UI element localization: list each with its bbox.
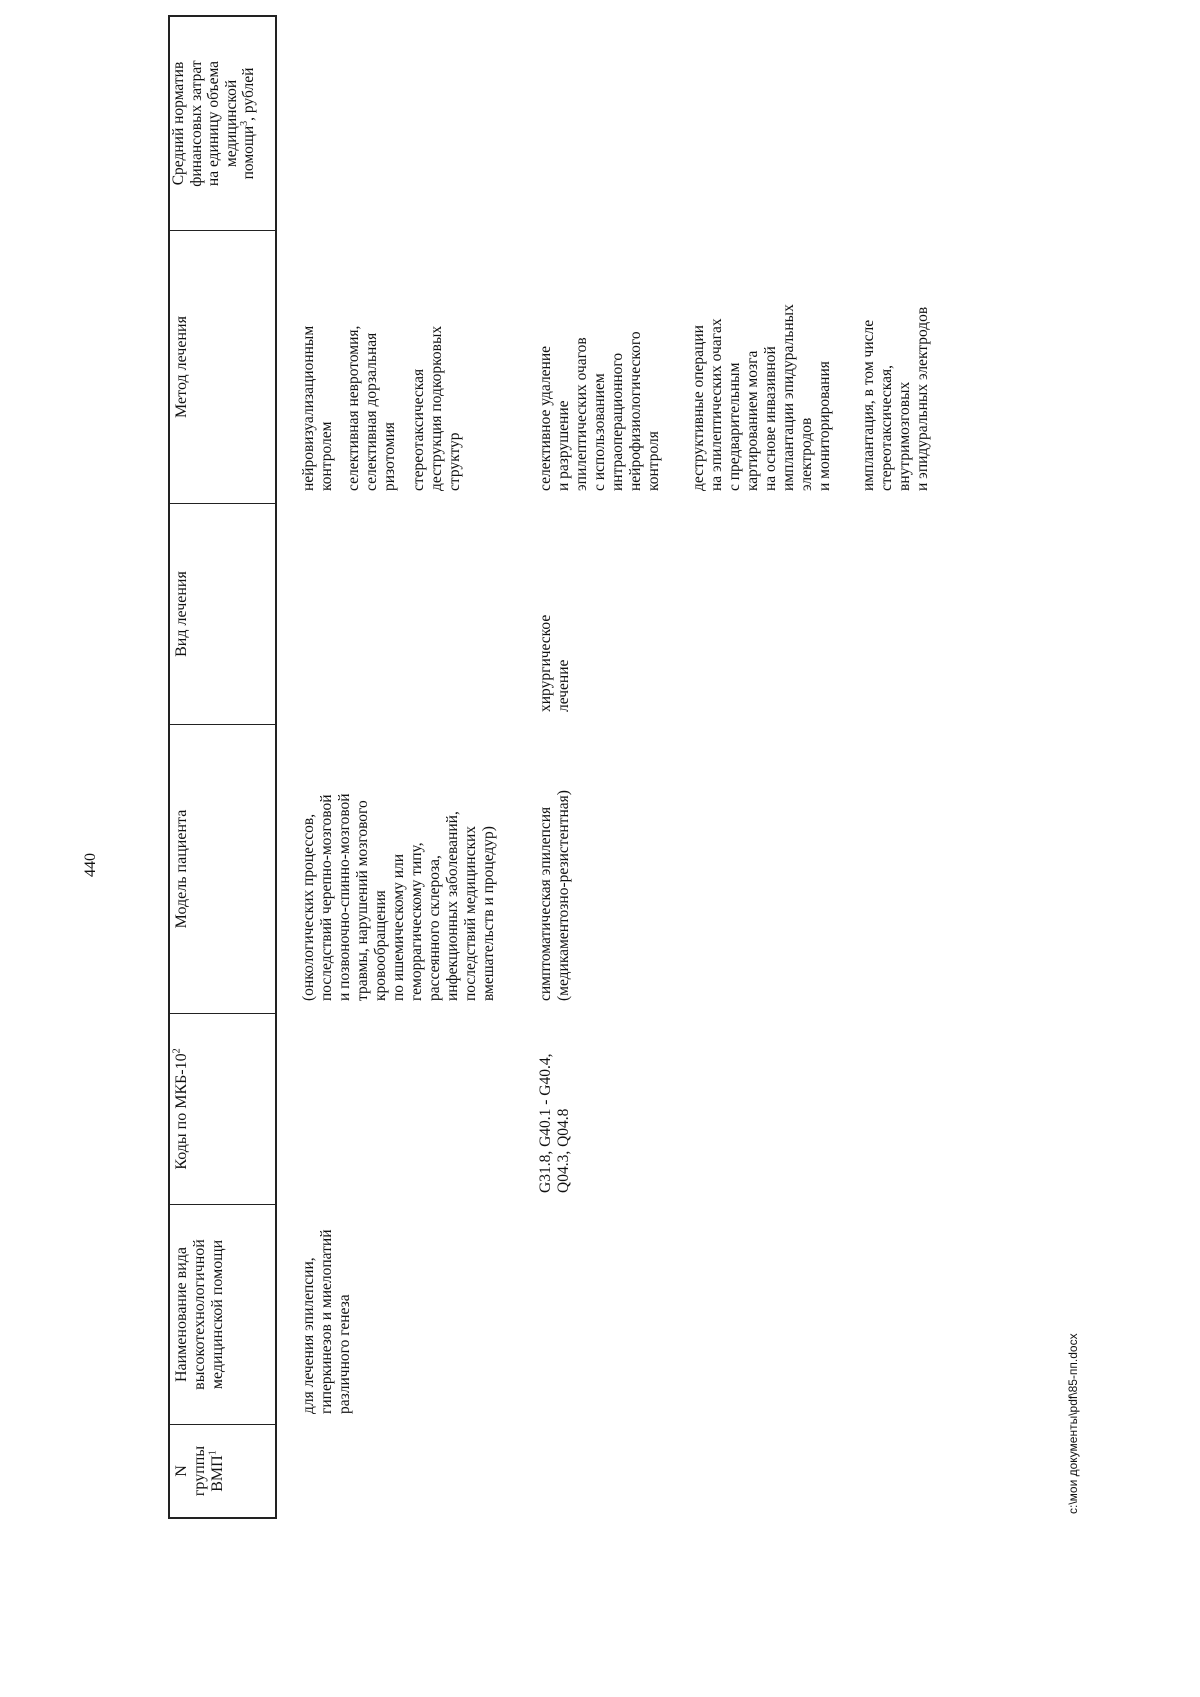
row1-vmp-name: для лечения эпилепсии, гиперкинезов и миелопатий различного генеза [300, 1229, 353, 1414]
row2-method-1: селективное удаление и разрушение эпилептических очагов с использованием интраоперационного нейрофизиологического контроля [537, 331, 662, 491]
footer-file-path: c:\мои документы\pdf\85-пп.docx [1066, 1333, 1080, 1514]
header-treatment-method: Метод лечения [173, 316, 190, 418]
col-divider [168, 1517, 277, 1519]
row2-patient-model: симптоматическая эпилепсия (медикаментозно-резистентная) [537, 790, 572, 1001]
header-patient-model: Модель пациента [173, 809, 190, 929]
header-group-number: N группы ВМП$^1$ [173, 1445, 226, 1497]
row2-icd-codes: G31.8, G40.1 - G40.4, Q04.3, Q04.8 [537, 1053, 572, 1193]
page-number: 440 [82, 853, 99, 877]
header-bottom-border [275, 17, 277, 1519]
row1-method-2: селективная невротомия, селективная дорзальная ризотомия [345, 325, 398, 491]
row2-method-3: имплантация, в том числе стереотаксическая, внутримозговых и эпидуральных электродов [860, 306, 931, 491]
row1-method-1: нейровизуализационным контролем [300, 325, 335, 491]
header-treatment-type: Вид лечения [173, 571, 190, 657]
table-top-border [168, 17, 170, 1519]
row2-treatment-type: хирургическое лечение [537, 614, 572, 712]
header-cost-norm: Средний норматив финансовых затрат на единицу объема медицинской помощи$^3$, рублей [170, 60, 257, 187]
row1-patient-model: (онкологических процессов, последствий черепно-мозговой и позвоночно-спинно-мозговой травмы, нарушений мозгового кровообращения по ишемическому или геморрагическому типу, рассеянного склероза, инфекционных заболеваний, последствий медицинских вмешательств и процедур) [300, 793, 497, 1001]
header-vmp-name: Наименование вида высокотехнологичной медицинской помощи [173, 1239, 226, 1390]
row1-method-3: стереотаксическая деструкция подкорковых структур [410, 325, 463, 491]
row2-method-2: деструктивные операции на эпилептических очагах с предварительным картированием мозга на основе инвазивной имплантации эпидуральных электродов и мониторирования [690, 304, 833, 491]
header-icd-codes: Коды по МКБ-$10^2$ [171, 1048, 190, 1170]
